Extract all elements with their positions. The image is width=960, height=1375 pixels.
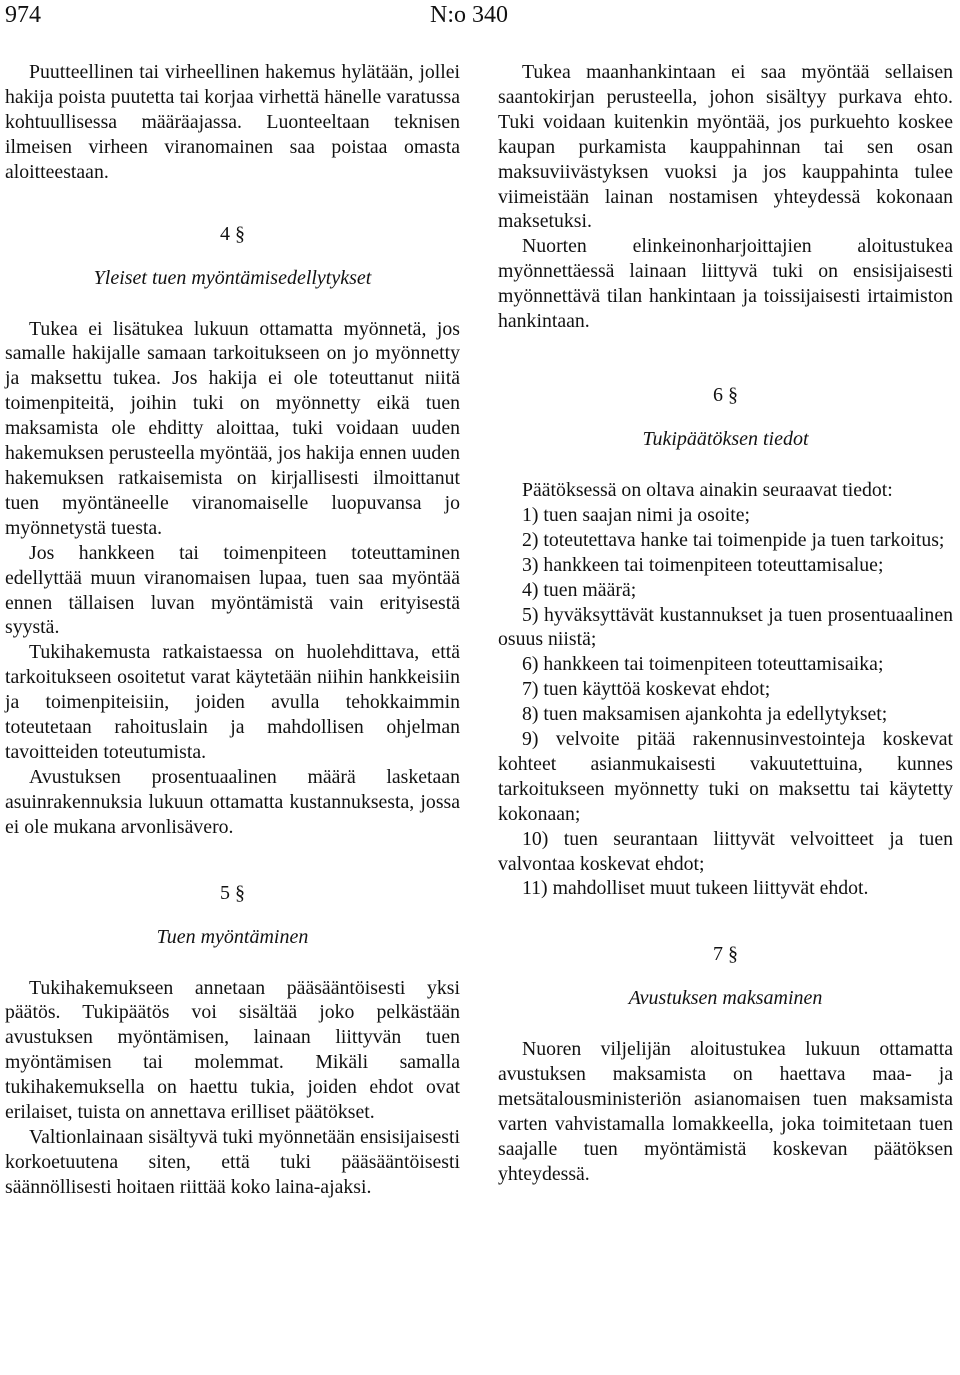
document-number: N:o 340: [430, 2, 508, 28]
right-column: [498, 60, 953, 1187]
section-5-paragraph: Valtionlainaan sisältyvä tuki myönnetään ensisijaisesti korkoetuutena siten, että tuki pääsääntöisesti säännöllisesti hoitaen riittää koko laina-ajaksi.: [5, 1126, 460, 1198]
list-item: 5) hyväksyttävät kustannukset ja tuen prosentuaalinen osuus niistä;: [498, 603, 953, 651]
list-item: 7) tuen käyttöä koskevat ehdot;: [522, 678, 771, 701]
list-item: 4) tuen määrä;: [522, 578, 637, 601]
section-4-paragraph: Tukihakemusta ratkaistaessa on huolehdittava, että tarkoitukseen osoitetut varat käytetään niihin hankkeisiin ja toimenpiteisiin, joiden avulla tehokkaimmin toteutetaan rahoituslain ja mahdollisen ohjelman tavoitteiden toteutumista.: [5, 641, 460, 763]
left-column: [5, 60, 460, 1200]
section-5-paragraph: Tukihakemukseen annetaan pääsääntöisesti yksi päätös. Tukipäätös voi sisältää joko pelkästään avustuksen myöntämisen, lainaan liittyvän tuen myöntämisen tai molemmat. Mikäli samalla tukihakemuksella on haettu tukia, joiden ehdot ovat erilaiset, tuista on annettava erilliset päätökset.: [5, 976, 460, 1124]
list-item: 9) velvoite pitää rakennusinvestointeja koskevat kohteet asianmukaisesti vakuutettuina, kunnes tarkoitukseen myönnetty tuki on maksettu tai käytetty kokonaan;: [498, 728, 953, 825]
section-6-title: Tukipäätöksen tiedot: [642, 427, 809, 450]
section-7-number: 7 §: [713, 943, 738, 966]
list-item: 6) hankkeen tai toimenpiteen toteuttamisaika;: [522, 653, 884, 676]
section-7-title: Avustuksen maksaminen: [628, 987, 823, 1010]
page-header: [0, 0, 960, 30]
list-item: 11) mahdolliset muut tukeen liittyvät ehdot.: [522, 877, 869, 900]
right-paragraph: Tukea maanhankintaan ei saa myöntää sellaisen saantokirjan perusteella, johon sisältyy purkava ehto. Tuki voidaan kuitenkin myöntää, jos purkuehto koskee kaupan purkamista kauppahinnan tai sen osan maksuviivästyksen vuoksi ja jos kauppahinta tulee viimeistään lainan nostamisen yhteydessä kokonaan maksetuksi.: [498, 61, 953, 233]
section-5-number: 5 §: [220, 881, 245, 904]
section-4-number: 4 §: [220, 222, 245, 245]
list-item: 2) toteutettava hanke tai toimenpide ja tuen tarkoitus;: [522, 528, 945, 551]
list-item: 8) tuen maksamisen ajankohta ja edellytykset;: [522, 703, 888, 726]
list-item: 3) hankkeen tai toimenpiteen toteuttamisalue;: [522, 553, 884, 576]
section-6-intro: Päätöksessä on oltava ainakin seuraavat tiedot:: [522, 478, 893, 501]
section-7-paragraph: Nuoren viljelijän aloitustukea lukuun ottamatta avustuksen maksamista on haettava maa- ja metsätalousministeriön asianomaisen tuen maksamista varten vahvistamalla lomakkeella, joka toimitetaan tuen saajalle tuen myöntämistä koskevan päätöksen yhteydessä.: [498, 1038, 953, 1185]
section-5-title: Tuen myöntäminen: [156, 925, 309, 948]
section-4-title: Yleiset tuen myöntämisedellytykset: [93, 266, 372, 289]
page-number: 974: [5, 2, 41, 28]
intro-paragraph: Puutteellinen tai virheellinen hakemus hylätään, jollei hakija poista puutetta tai korjaa virhettä hänelle varatussa kohtuullisessa määräajassa. Luonteeltaan teknisen ilmeisen virheen viranomainen saa poistaa omasta aloitteestaan.: [5, 61, 460, 183]
section-4-paragraph: Tukea ei lisätukea lukuun ottamatta myönnetä, jos samalle hakijalle samaan tarkoitukseen on jo myönnetty ja maksettu tukea. Jos hakija ei ole toteuttanut niitä toimenpiteitä, joihin tuki on myönnetty eikä tuen maksamista ole ehditty aloittaa, tuki voidaan uuden hakemuksen perusteella myöntää, jos hakija ennen uuden hakemuksen ratkaisemista on kirjallisesti ilmoittanut tuen myöntäneelle viranomaiselle luopuvansa jo myönnetystä tuesta.: [5, 317, 460, 539]
list-item: 1) tuen saajan nimi ja osoite;: [522, 503, 750, 526]
section-4-paragraph: Avustuksen prosentuaalinen määrä lasketaan asuinrakennuksia lukuun ottamatta kustannuksesta, jossa ei ole mukana arvonlisävero.: [5, 765, 460, 838]
right-paragraph: Nuorten elinkeinonharjoittajien aloitustukea myönnettäessä lainaan liittyvä tuki on ensisijaisesti myönnettävä tilan hankintaan ja toissijaisesti irtaimiston hankintaan.: [498, 235, 953, 333]
section-6-number: 6 §: [713, 383, 738, 406]
list-item: 10) tuen seurantaan liittyvät velvoitteet ja tuen valvontaa koskevat ehdot;: [498, 827, 953, 875]
section-4-paragraph: Jos hankkeen tai toimenpiteen toteuttaminen edellyttää muun viranomaisen lupaa, tuen saa myöntää ennen tällaisen luvan myöntämistä vain erityisestä syystä.: [5, 541, 460, 639]
